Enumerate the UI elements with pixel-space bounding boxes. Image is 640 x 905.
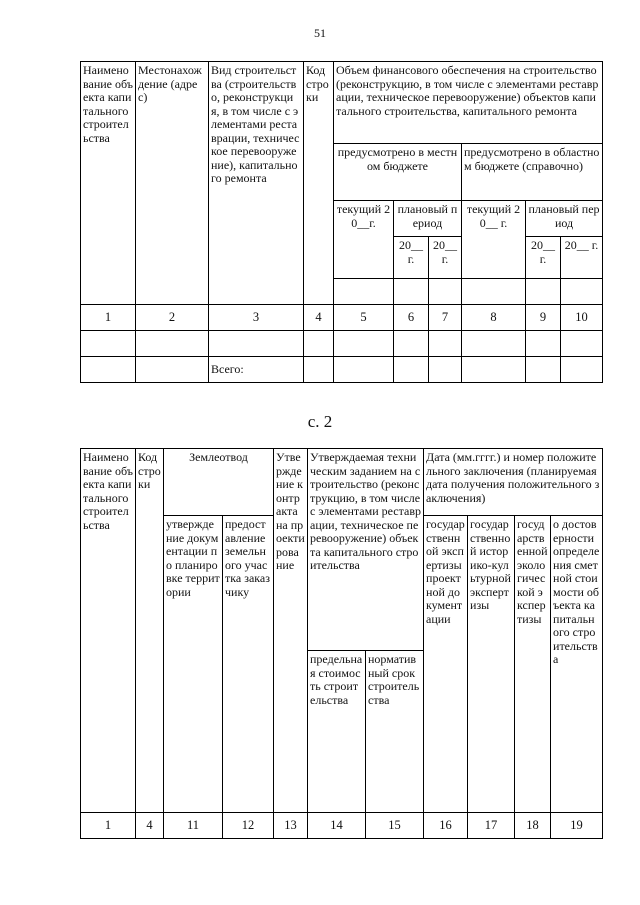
header-land-allocation: Землеотвод [164,449,274,516]
column-number: 6 [394,305,429,331]
header-object-name: Наименование объекта капитального строительства [81,449,136,813]
column-number: 5 [334,305,394,331]
header-regional-budget: предусмотрено в областном бюджете (справочно) [462,144,603,201]
column-number: 1 [81,305,136,331]
column-number: 3 [209,305,304,331]
column-number: 11 [164,813,223,839]
header-row-code: Код строки [304,62,334,305]
column-number: 19 [551,813,603,839]
column-number: 14 [308,813,366,839]
header-current-year-regional: текущий 20__ г. [462,201,526,279]
column-number: 16 [424,813,468,839]
header-max-cost: предельная стоимость строительства [308,651,366,813]
column-number: 15 [366,813,424,839]
column-number: 7 [429,305,462,331]
column-number: 4 [136,813,164,839]
header-expertise-date: Дата (мм.гггг.) и номер положительного заключения (планируемая дата получения положительного заключения) [424,449,603,516]
column-number-row [81,813,603,839]
section-label: с. 2 [307,412,333,431]
header-ecological-expertise: государственной экологической экспертизы [515,516,551,813]
header-planned-period-regional: плановый период [526,201,603,237]
header-local-budget: предусмотрено в местном бюджете [334,144,462,201]
header-year-6: 20__ г. [394,237,429,279]
column-number: 10 [561,305,603,331]
header-contract-approval: Утверждение контракта на проектирование [274,449,308,813]
header-year-7: 20__ г. [429,237,462,279]
column-number: 13 [274,813,308,839]
column-number: 4 [304,305,334,331]
column-number: 8 [462,305,526,331]
column-number: 9 [526,305,561,331]
total-row [81,357,603,383]
header-land-plot: предоставление земельного участка заказчику [223,516,274,813]
funding-table [80,61,603,383]
page-number: 51 [314,26,326,40]
column-number: 2 [136,305,209,331]
column-number-row [81,305,603,331]
header-funding-volume: Объем финансового обеспечения на строительство (реконструкцию, в том числе с элементами реставрации, техническое перевооружение) объектов капитального строительства, капитального ремонта [334,62,603,144]
header-land-documentation: утверждение документации по планировке территории [164,516,223,813]
header-year-9: 20__ г. [526,237,561,279]
table-row [81,331,603,357]
header-object-name: Наименование объекта капитального строительства [81,62,136,305]
header-cost-reliability: о достоверности определения сметной стоимости объекта капитального строительства [551,516,603,813]
column-number: 1 [81,813,136,839]
column-number: 17 [468,813,515,839]
header-historical-expertise: государственной историко-культурной экспертизы [468,516,515,813]
header-row-code: Код строки [136,449,164,813]
header-normative-term: нормативный срок строительства [366,651,424,813]
header-location: Местонахождение (адрес) [136,62,209,305]
header-technical-task: Утверждаемая техническим заданием на строительство (реконструкцию, в том числе с элементами реставрации, техническое перевооружение) объекта капитального строительства [308,449,424,651]
column-number: 18 [515,813,551,839]
total-label: Всего: [209,357,304,383]
header-planned-period-local: плановый период [394,201,462,237]
header-year-10: 20__ г. [561,237,603,279]
approval-table [80,448,603,839]
column-number: 12 [223,813,274,839]
header-construction-type: Вид строительства (строительство, реконструкция, в том числе с элементами реставрации, техническое перевооружение), капитального ремонта [209,62,304,305]
header-state-expertise: государственной экспертизы проектной документации [424,516,468,813]
header-current-year-local: текущий 20__г. [334,201,394,279]
